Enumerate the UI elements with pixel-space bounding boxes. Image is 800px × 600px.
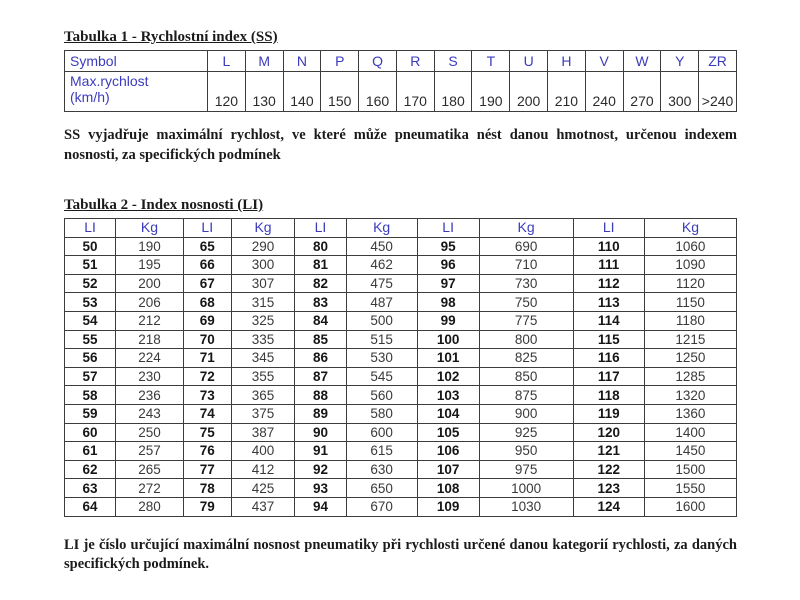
speed-index-header-row <box>65 51 737 72</box>
li-value-cell: 86 <box>295 349 346 368</box>
kg-value-cell: 650 <box>346 479 417 498</box>
li-value-cell: 70 <box>183 330 231 349</box>
kg-value-cell: 195 <box>116 256 184 275</box>
li-value-cell: 122 <box>573 460 644 479</box>
li-value-cell: 56 <box>65 349 116 368</box>
kg-value-cell: 224 <box>116 349 184 368</box>
li-value-cell: 100 <box>417 330 479 349</box>
li-value-cell: 107 <box>417 460 479 479</box>
li-value-cell: 94 <box>295 497 346 516</box>
kg-value-cell: 670 <box>346 497 417 516</box>
kg-value-cell: 1090 <box>644 256 736 275</box>
kg-value-cell: 900 <box>479 404 573 423</box>
li-value-cell: 60 <box>65 423 116 442</box>
kg-value-cell: 1150 <box>644 293 736 312</box>
kg-value-cell: 355 <box>231 367 295 386</box>
kg-value-cell: 950 <box>479 442 573 461</box>
paragraph-load-index: LI je číslo určující maximální nosnost pneumatiky při rychlosti určené danou kategorií rychlosti, za daných specifických podmínek. <box>64 536 737 572</box>
kg-value-cell: 487 <box>346 293 417 312</box>
kg-value-cell: 1030 <box>479 497 573 516</box>
li-value-cell: 112 <box>573 274 644 293</box>
li-value-cell: 53 <box>65 293 116 312</box>
symbol-cell: R <box>396 51 434 72</box>
speed-cell: 240 <box>585 72 623 112</box>
li-value-cell: 103 <box>417 386 479 405</box>
kg-value-cell: 212 <box>116 311 184 330</box>
kg-header-cell: Kg <box>231 219 295 238</box>
kg-value-cell: 412 <box>231 460 295 479</box>
symbol-cell: S <box>434 51 472 72</box>
li-value-cell: 118 <box>573 386 644 405</box>
kg-value-cell: 615 <box>346 442 417 461</box>
kg-value-cell: 475 <box>346 274 417 293</box>
kg-value-cell: 1550 <box>644 479 736 498</box>
kg-value-cell: 236 <box>116 386 184 405</box>
load-index-row <box>65 423 737 442</box>
li-header-cell: LI <box>65 219 116 238</box>
load-index-row <box>65 404 737 423</box>
kg-value-cell: 875 <box>479 386 573 405</box>
li-value-cell: 71 <box>183 349 231 368</box>
kg-value-cell: 450 <box>346 237 417 256</box>
speed-cell: >240 <box>699 72 737 112</box>
kg-value-cell: 925 <box>479 423 573 442</box>
load-index-row <box>65 256 737 275</box>
kg-value-cell: 630 <box>346 460 417 479</box>
kg-value-cell: 243 <box>116 404 184 423</box>
max-speed-label-line1: Max.rychlost <box>70 73 149 89</box>
max-speed-label <box>65 72 208 112</box>
kg-value-cell: 545 <box>346 367 417 386</box>
li-value-cell: 77 <box>183 460 231 479</box>
max-speed-label-line2: (km/h) <box>70 89 110 105</box>
symbol-cell: Y <box>661 51 699 72</box>
li-value-cell: 69 <box>183 311 231 330</box>
symbol-cell: T <box>472 51 510 72</box>
kg-value-cell: 218 <box>116 330 184 349</box>
li-value-cell: 121 <box>573 442 644 461</box>
load-index-row <box>65 293 737 312</box>
load-index-row <box>65 367 737 386</box>
speed-cell: 210 <box>548 72 586 112</box>
symbol-cell: H <box>548 51 586 72</box>
kg-value-cell: 335 <box>231 330 295 349</box>
speed-cell: 120 <box>208 72 246 112</box>
symbol-cell: L <box>208 51 246 72</box>
kg-value-cell: 280 <box>116 497 184 516</box>
kg-value-cell: 265 <box>116 460 184 479</box>
load-index-body <box>65 237 737 516</box>
load-index-row <box>65 442 737 461</box>
speed-index-table <box>64 50 737 112</box>
li-value-cell: 50 <box>65 237 116 256</box>
kg-value-cell: 850 <box>479 367 573 386</box>
kg-value-cell: 710 <box>479 256 573 275</box>
kg-header-cell: Kg <box>479 219 573 238</box>
kg-value-cell: 365 <box>231 386 295 405</box>
kg-value-cell: 600 <box>346 423 417 442</box>
kg-value-cell: 690 <box>479 237 573 256</box>
symbol-cell: Q <box>359 51 397 72</box>
li-header-cell: LI <box>183 219 231 238</box>
speed-cell: 130 <box>245 72 283 112</box>
load-index-row <box>65 349 737 368</box>
li-value-cell: 59 <box>65 404 116 423</box>
li-value-cell: 93 <box>295 479 346 498</box>
speed-cell: 300 <box>661 72 699 112</box>
kg-value-cell: 325 <box>231 311 295 330</box>
kg-value-cell: 230 <box>116 367 184 386</box>
li-value-cell: 62 <box>65 460 116 479</box>
kg-value-cell: 1320 <box>644 386 736 405</box>
li-value-cell: 104 <box>417 404 479 423</box>
kg-value-cell: 257 <box>116 442 184 461</box>
kg-value-cell: 315 <box>231 293 295 312</box>
load-index-table <box>64 218 737 517</box>
load-index-row <box>65 237 737 256</box>
kg-value-cell: 200 <box>116 274 184 293</box>
li-value-cell: 54 <box>65 311 116 330</box>
li-value-cell: 52 <box>65 274 116 293</box>
speed-cell: 170 <box>396 72 434 112</box>
kg-value-cell: 500 <box>346 311 417 330</box>
kg-value-cell: 515 <box>346 330 417 349</box>
li-value-cell: 105 <box>417 423 479 442</box>
li-value-cell: 89 <box>295 404 346 423</box>
li-value-cell: 67 <box>183 274 231 293</box>
li-header-cell: LI <box>573 219 644 238</box>
kg-header-cell: Kg <box>644 219 736 238</box>
li-value-cell: 74 <box>183 404 231 423</box>
li-value-cell: 115 <box>573 330 644 349</box>
kg-value-cell: 975 <box>479 460 573 479</box>
li-value-cell: 57 <box>65 367 116 386</box>
kg-header-cell: Kg <box>346 219 417 238</box>
kg-value-cell: 462 <box>346 256 417 275</box>
kg-value-cell: 750 <box>479 293 573 312</box>
li-value-cell: 98 <box>417 293 479 312</box>
kg-value-cell: 375 <box>231 404 295 423</box>
kg-value-cell: 775 <box>479 311 573 330</box>
speed-cell: 140 <box>283 72 321 112</box>
kg-value-cell: 580 <box>346 404 417 423</box>
kg-value-cell: 425 <box>231 479 295 498</box>
li-value-cell: 109 <box>417 497 479 516</box>
li-value-cell: 106 <box>417 442 479 461</box>
load-index-row <box>65 386 737 405</box>
li-header-cell: LI <box>417 219 479 238</box>
load-index-row <box>65 311 737 330</box>
li-value-cell: 123 <box>573 479 644 498</box>
kg-value-cell: 206 <box>116 293 184 312</box>
speed-cell: 200 <box>510 72 548 112</box>
li-value-cell: 61 <box>65 442 116 461</box>
li-value-cell: 84 <box>295 311 346 330</box>
symbol-header-label: Symbol <box>65 51 208 72</box>
symbol-cell: P <box>321 51 359 72</box>
kg-value-cell: 1250 <box>644 349 736 368</box>
li-header-cell: LI <box>295 219 346 238</box>
kg-value-cell: 437 <box>231 497 295 516</box>
li-value-cell: 76 <box>183 442 231 461</box>
li-value-cell: 97 <box>417 274 479 293</box>
speed-cell: 180 <box>434 72 472 112</box>
li-value-cell: 68 <box>183 293 231 312</box>
kg-value-cell: 800 <box>479 330 573 349</box>
kg-value-cell: 1060 <box>644 237 736 256</box>
li-value-cell: 102 <box>417 367 479 386</box>
li-value-cell: 96 <box>417 256 479 275</box>
kg-value-cell: 1400 <box>644 423 736 442</box>
li-value-cell: 91 <box>295 442 346 461</box>
kg-value-cell: 250 <box>116 423 184 442</box>
load-index-row <box>65 330 737 349</box>
kg-value-cell: 1120 <box>644 274 736 293</box>
kg-value-cell: 290 <box>231 237 295 256</box>
li-value-cell: 65 <box>183 237 231 256</box>
load-index-row <box>65 460 737 479</box>
kg-value-cell: 400 <box>231 442 295 461</box>
li-value-cell: 99 <box>417 311 479 330</box>
kg-value-cell: 1600 <box>644 497 736 516</box>
speed-cell: 150 <box>321 72 359 112</box>
li-value-cell: 90 <box>295 423 346 442</box>
kg-value-cell: 300 <box>231 256 295 275</box>
load-index-header-row <box>65 219 737 238</box>
li-value-cell: 95 <box>417 237 479 256</box>
li-value-cell: 87 <box>295 367 346 386</box>
table2-title: Tabulka 2 - Index nosnosti (LI) <box>64 197 264 213</box>
li-value-cell: 119 <box>573 404 644 423</box>
kg-value-cell: 1360 <box>644 404 736 423</box>
kg-value-cell: 345 <box>231 349 295 368</box>
li-value-cell: 110 <box>573 237 644 256</box>
li-value-cell: 114 <box>573 311 644 330</box>
symbol-cell: V <box>585 51 623 72</box>
li-value-cell: 79 <box>183 497 231 516</box>
li-value-cell: 75 <box>183 423 231 442</box>
li-value-cell: 66 <box>183 256 231 275</box>
symbol-cell: W <box>623 51 661 72</box>
symbol-cell: U <box>510 51 548 72</box>
kg-header-cell: Kg <box>116 219 184 238</box>
li-value-cell: 120 <box>573 423 644 442</box>
speed-cell: 270 <box>623 72 661 112</box>
symbol-cell: ZR <box>699 51 737 72</box>
kg-value-cell: 307 <box>231 274 295 293</box>
table1-title: Tabulka 1 - Rychlostní index (SS) <box>64 29 278 45</box>
li-value-cell: 80 <box>295 237 346 256</box>
li-value-cell: 92 <box>295 460 346 479</box>
speed-index-data-row <box>65 72 737 112</box>
li-value-cell: 64 <box>65 497 116 516</box>
kg-value-cell: 730 <box>479 274 573 293</box>
symbol-cell: N <box>283 51 321 72</box>
kg-value-cell: 530 <box>346 349 417 368</box>
li-value-cell: 72 <box>183 367 231 386</box>
kg-value-cell: 1500 <box>644 460 736 479</box>
li-value-cell: 88 <box>295 386 346 405</box>
li-value-cell: 63 <box>65 479 116 498</box>
symbol-cell: M <box>245 51 283 72</box>
li-value-cell: 116 <box>573 349 644 368</box>
kg-value-cell: 272 <box>116 479 184 498</box>
speed-cell: 190 <box>472 72 510 112</box>
li-value-cell: 58 <box>65 386 116 405</box>
load-index-row <box>65 497 737 516</box>
li-value-cell: 101 <box>417 349 479 368</box>
kg-value-cell: 1215 <box>644 330 736 349</box>
load-index-row <box>65 479 737 498</box>
li-value-cell: 111 <box>573 256 644 275</box>
li-value-cell: 85 <box>295 330 346 349</box>
paragraph-speed-index: SS vyjadřuje maximální rychlost, ve které může pneumatika nést danou hmotnost, určenou indexem nosnosti, za specifických podmínek <box>64 127 737 163</box>
li-value-cell: 124 <box>573 497 644 516</box>
kg-value-cell: 190 <box>116 237 184 256</box>
kg-value-cell: 1285 <box>644 367 736 386</box>
kg-value-cell: 825 <box>479 349 573 368</box>
li-value-cell: 113 <box>573 293 644 312</box>
kg-value-cell: 1000 <box>479 479 573 498</box>
li-value-cell: 83 <box>295 293 346 312</box>
li-value-cell: 51 <box>65 256 116 275</box>
li-value-cell: 73 <box>183 386 231 405</box>
load-index-row <box>65 274 737 293</box>
li-value-cell: 82 <box>295 274 346 293</box>
li-value-cell: 78 <box>183 479 231 498</box>
li-value-cell: 108 <box>417 479 479 498</box>
kg-value-cell: 560 <box>346 386 417 405</box>
kg-value-cell: 1450 <box>644 442 736 461</box>
kg-value-cell: 387 <box>231 423 295 442</box>
li-value-cell: 81 <box>295 256 346 275</box>
speed-cell: 160 <box>359 72 397 112</box>
kg-value-cell: 1180 <box>644 311 736 330</box>
li-value-cell: 55 <box>65 330 116 349</box>
li-value-cell: 117 <box>573 367 644 386</box>
